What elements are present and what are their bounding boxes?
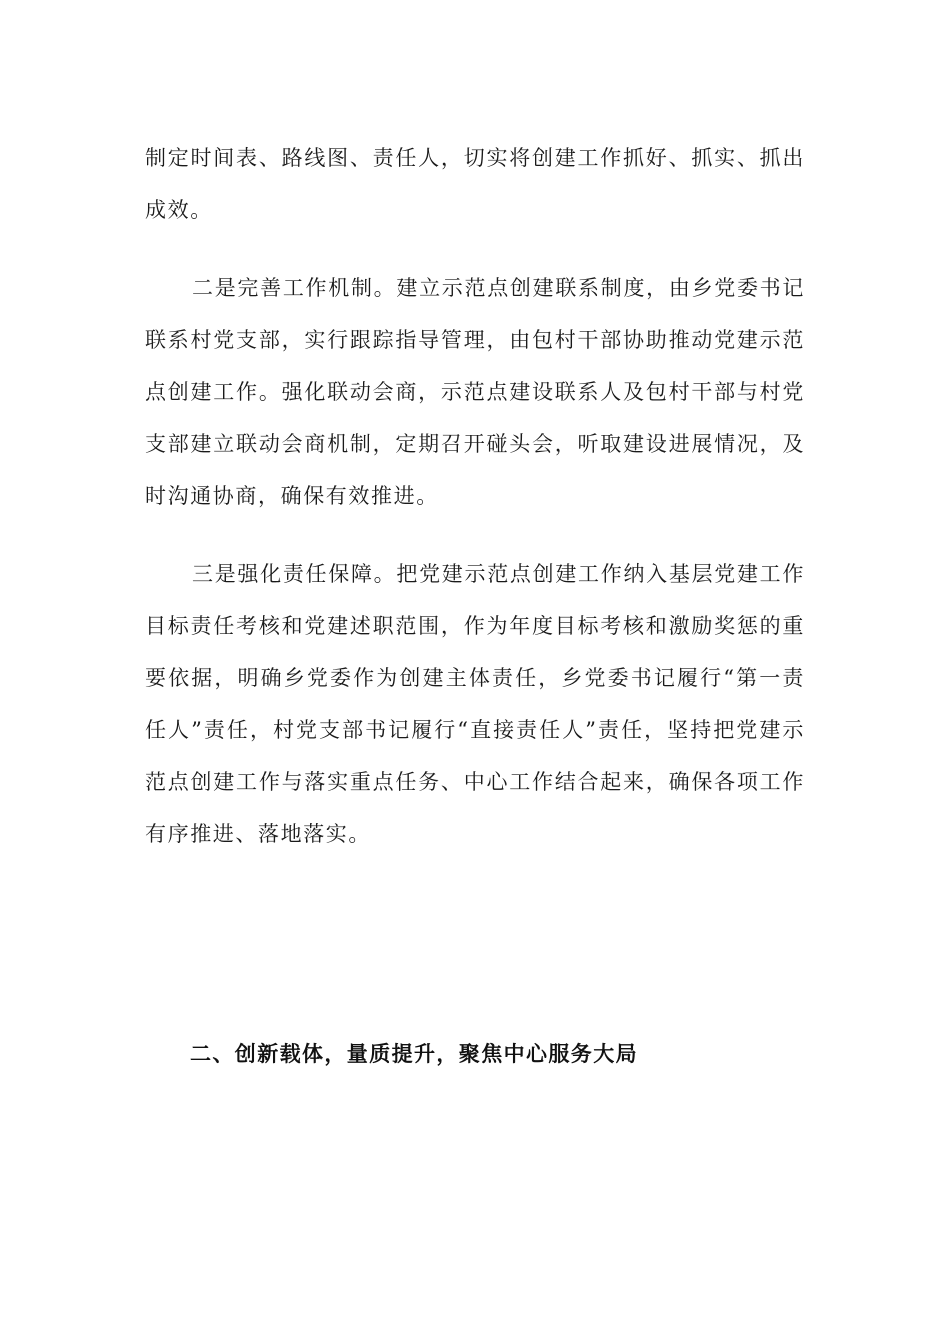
section-heading: 二、创新载体，量质提升，聚焦中心服务大局 [190, 1042, 638, 1066]
body-text [145, 132, 805, 886]
paragraph-continuation: 制定时间表、路线图、责任人，切实将创建工作抓好、抓实、抓出成效。 [145, 146, 805, 222]
paragraph-work-mechanism: 二是完善工作机制。建立示范点创建联系制度，由乡党委书记联系村党支部，实行跟踪指导管理，由包村干部协助推动党建示范点创建工作。强化联动会商，示范点建设联系人及包村干部与村党支部建立联动会商机制，定期召开碰头会，听取建设进展情况，及时沟通协商，确保有效推进。 [145, 276, 805, 508]
paragraph-responsibility: 三是强化责任保障。把党建示范点创建工作纳入基层党建工作目标责任考核和党建述职范围，作为年度目标考核和激励奖惩的重要依据，明确乡党委作为创建主体责任，乡党委书记履行“第一责任人”责任，村党支部书记履行“直接责任人”责任，坚持把党建示范点创建工作与落实重点任务、中心工作结合起来，确保各项工作有序推进、落地落实。 [145, 562, 805, 846]
